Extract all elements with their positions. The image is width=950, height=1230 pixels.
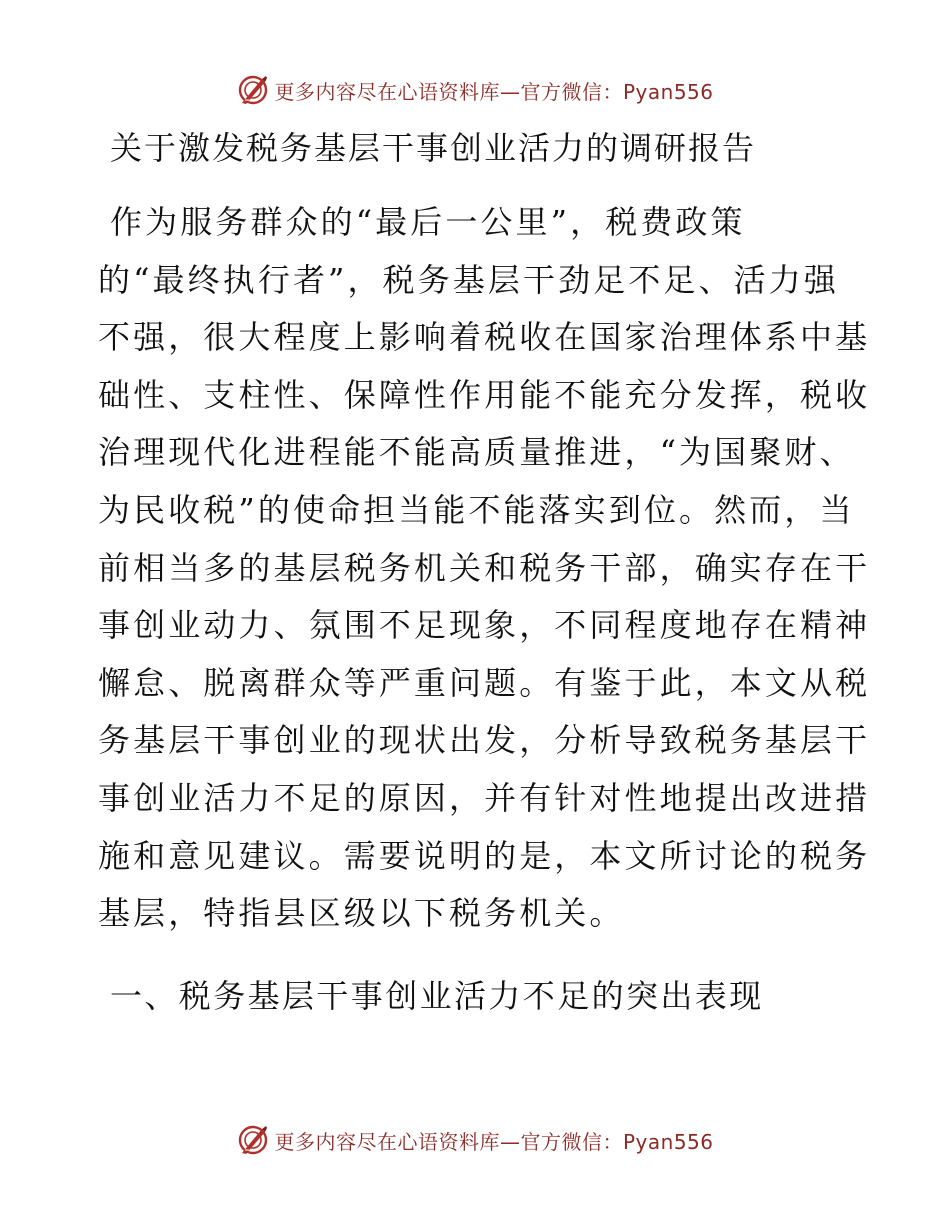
feather-pen-logo-icon	[236, 1123, 270, 1157]
feather-pen-logo-icon	[236, 73, 270, 107]
banner-text	[274, 76, 713, 105]
banner-wechat-label: 官方微信：	[520, 1129, 623, 1154]
paragraph-line: 础性、支柱性、保障性作用能不能充分发挥，税收	[98, 375, 871, 414]
banner-wechat-id: Pyan556	[622, 1129, 714, 1154]
paragraph-line: 不强，很大程度上影响着税收在国家治理体系中基	[98, 318, 871, 357]
header-banner	[0, 70, 950, 110]
paragraph-line: 作为服务群众的“最后一公里”，税费政策	[110, 203, 746, 241]
paragraph-line: 治理现代化进程能不能高质量推进，“为国聚财、	[98, 433, 855, 472]
banner-slogan: 更多内容尽在心语资料库	[274, 1129, 500, 1154]
banner-wechat-id: Pyan556	[622, 79, 714, 104]
paragraph-line: 事创业动力、氛围不足现象，不同程度地存在精神	[98, 606, 871, 645]
banner-wechat-label: 官方微信：	[520, 79, 623, 104]
banner-dash: —	[499, 1129, 521, 1154]
document-title: 关于激发税务基层干事创业活力的调研报告	[110, 129, 757, 167]
intro-paragraph	[98, 194, 871, 943]
paragraph-line: 懈怠、脱离群众等严重问题。有鉴于此，本文从税	[98, 663, 871, 702]
paragraph-line: 为民收税”的使命担当能不能落实到位。然而，当	[98, 490, 855, 529]
paragraph-line: 事创业活力不足的原因，并有针对性地提出改进措	[98, 778, 871, 817]
paragraph-line: 务基层干事创业的现状出发，分析导致税务基层干	[98, 721, 871, 760]
banner-text	[274, 1126, 713, 1155]
banner-dash: —	[499, 79, 521, 104]
paragraph-line: 施和意见建议。需要说明的是，本文所讨论的税务	[98, 836, 871, 875]
footer-banner	[0, 1120, 950, 1160]
section-heading: 一、税务基层干事创业活力不足的突出表现	[110, 977, 764, 1015]
banner-slogan: 更多内容尽在心语资料库	[274, 79, 500, 104]
paragraph-line: 的“最终执行者”，税务基层干劲足不足、活力强	[98, 260, 839, 299]
paragraph-line: 基层，特指县区级以下税务机关。	[98, 894, 625, 933]
paragraph-line: 前相当多的基层税务机关和税务干部，确实存在干	[98, 548, 871, 587]
